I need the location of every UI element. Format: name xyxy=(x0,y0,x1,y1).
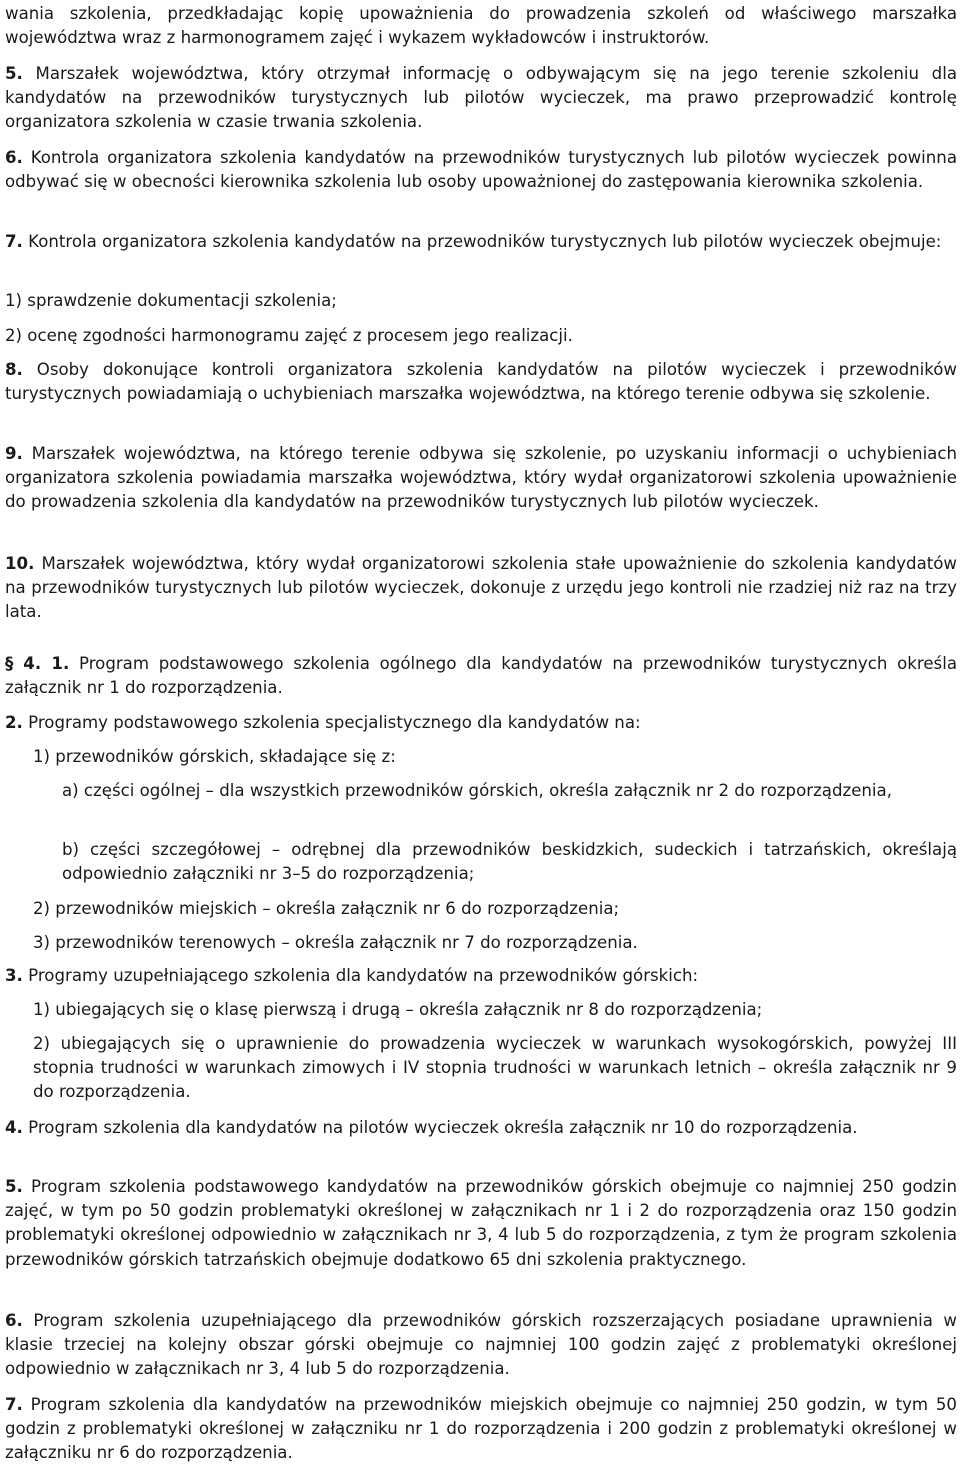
paragraph-number: 9. xyxy=(5,444,23,463)
section-4-2-item-1b: b) części szczegółowej – odrębnej dla przewodników beskidzkich, sudeckich i tatrzańskich, określają odpowiednio załączniki nr 3–5 do rozporządzenia; xyxy=(62,840,957,884)
section-4 xyxy=(5,652,957,700)
section-4-2-item-1a: a) części ogólnej – dla wszystkich przewodników górskich, określa załącznik nr 2 do rozporządzenia, xyxy=(62,781,892,800)
section-4-2-item-3: 3) przewodników terenowych – określa załącznik nr 7 do rozporządzenia. xyxy=(33,933,638,952)
paragraph-number: 2. xyxy=(5,713,23,732)
section-4-paragraph-5 xyxy=(5,1175,957,1272)
paragraph-number: 5. xyxy=(5,64,23,83)
paragraph-text: Program szkolenia dla kandydatów na przewodników miejskich obejmuje co najmniej 250 godzin, w tym 50 godzin z problematyki określonej w załączniku nr 1 do rozporządzenia i 200 godzin z problematyki określonej w załączniku nr 6 do rozporządzenia. xyxy=(5,1395,957,1463)
paragraph-7 xyxy=(5,230,957,254)
paragraph-text: Kontrola organizatora szkolenia kandydatów na przewodników turystycznych lub pilotów wycieczek powinna odbywać się w obecności kierownika szkolenia lub osoby upoważnionej do zastępowania kierownika szkolenia. xyxy=(5,148,957,192)
paragraph-9 xyxy=(5,442,957,515)
section-4-paragraph-2 xyxy=(5,711,957,735)
paragraph-text: Programy podstawowego szkolenia specjalistycznego dla kandydatów na: xyxy=(22,713,641,732)
paragraph-text: Marszałek województwa, który otrzymał informację o odbywającym się na jego terenie szkoleniu dla kandydatów na przewodników turystycznych lub pilotów wycieczek, ma prawo przeprowadzić kontrolę organizatora szkolenia w czasie trwania szkolenia. xyxy=(5,64,957,132)
paragraph-number: 8. xyxy=(5,360,23,379)
paragraph-number: 7. xyxy=(5,232,23,251)
paragraph-5 xyxy=(5,62,957,135)
paragraph-text: Program podstawowego szkolenia ogólnego dla kandydatów na przewodników turystycznych określa załącznik nr 1 do rozporządzenia. xyxy=(5,654,957,698)
paragraph-text: Marszałek województwa, który wydał organizatorowi szkolenia stałe upoważnienie do szkolenia kandydatów na przewodników turystycznych lub pilotów wycieczek, dokonuje z urzędu jego kontroli nie rzadziej niż raz na trzy lata. xyxy=(5,554,957,622)
section-4-paragraph-7 xyxy=(5,1393,957,1466)
paragraph-number: 6. xyxy=(5,148,23,167)
paragraph-8 xyxy=(5,358,957,406)
paragraph-number: 6. xyxy=(5,1311,23,1330)
section-4-paragraph-6 xyxy=(5,1309,957,1382)
section-sign: § xyxy=(5,654,14,673)
paragraph-number: 7. xyxy=(5,1395,23,1414)
paragraph-text: Kontrola organizatora szkolenia kandydatów na przewodników turystycznych lub pilotów wycieczek obejmuje: xyxy=(22,232,942,251)
section-4-2-item-1: 1) przewodników górskich, składające się z: xyxy=(33,747,396,766)
paragraph-number: 3. xyxy=(5,966,23,985)
section-4-3-item-2: 2) ubiegających się o uprawnienie do prowadzenia wycieczek w warunkach wysokogórskich, powyżej III stopnia trudności w warunkach zimowych i IV stopnia trudności w warunkach letnich – określa załącznik nr 9 do rozporządzenia. xyxy=(33,1034,957,1102)
paragraph-text: Program szkolenia podstawowego kandydatów na przewodników górskich obejmuje co najmniej 250 godzin zajęć, w tym po 50 godzin problematyki określonej w załącznikach nr 1 i 2 do rozporządzenia oraz 150 godzin problematyki określonej odpowiednio w załącznikach nr 3, 4 lub 5 do rozporządzenia, z tym że program szkolenia przewodników górskich tatrzańskich obejmuje dodatkowo 65 dni szkolenia praktycznego. xyxy=(5,1177,957,1269)
section-4-3-item-1: 1) ubiegających się o klasę pierwszą i drugą – określa załącznik nr 8 do rozporządzenia; xyxy=(33,1000,763,1019)
paragraph-number: 10. xyxy=(5,554,35,573)
paragraph-text: Program szkolenia uzupełniającego dla przewodników górskich rozszerzających posiadane uprawnienia w klasie trzeciej na kolejny obszar górski obejmuje co najmniej 100 godzin zajęć z problematyki określonej odpowiednio w załącznikach nr 3, 4 lub 5 do rozporządzenia. xyxy=(5,1311,957,1379)
section-number: 4. 1. xyxy=(23,654,70,673)
paragraph-text: wania szkolenia, przedkładając kopię upoważnienia do prowadzenia szkoleń od właściwego marszałka województwa wraz z harmonogramem zajęć i wykazem wykładowców i instruktorów. xyxy=(5,4,957,48)
paragraph-7-item-1: 1) sprawdzenie dokumentacji szkolenia; xyxy=(5,291,337,310)
paragraph-number: 4. xyxy=(5,1118,23,1137)
paragraph-text: Osoby dokonujące kontroli organizatora szkolenia kandydatów na pilotów wycieczek i przewodników turystycznych powiadamiają o uchybieniach marszałka województwa, na którego terenie odbywa się szkolenie. xyxy=(5,360,957,404)
paragraph-6 xyxy=(5,146,957,194)
paragraph-number: 5. xyxy=(5,1177,23,1196)
section-4-2-item-2: 2) przewodników miejskich – określa załącznik nr 6 do rozporządzenia; xyxy=(33,899,620,918)
paragraph-7-item-2: 2) ocenę zgodności harmonogramu zajęć z procesem jego realizacji. xyxy=(5,326,573,345)
paragraph-text: Program szkolenia dla kandydatów na pilotów wycieczek określa załącznik nr 10 do rozporządzenia. xyxy=(22,1118,858,1137)
paragraph-text: Programy uzupełniającego szkolenia dla kandydatów na przewodników górskich: xyxy=(22,966,699,985)
section-4-paragraph-4 xyxy=(5,1116,957,1140)
section-4-paragraph-3 xyxy=(5,964,957,988)
paragraph-10 xyxy=(5,552,957,625)
section-heading xyxy=(5,654,69,673)
paragraph-continuation xyxy=(5,2,957,50)
paragraph-text: Marszałek województwa, na którego terenie odbywa się szkolenie, po uzyskaniu informacji o uchybieniach organizatora szkolenia powiadamia marszałka województwa, który wydał organizatorowi szkolenia upoważnienie do prowadzenia szkolenia dla kandydatów na przewodników turystycznych lub pilotów wycieczek. xyxy=(5,444,957,512)
